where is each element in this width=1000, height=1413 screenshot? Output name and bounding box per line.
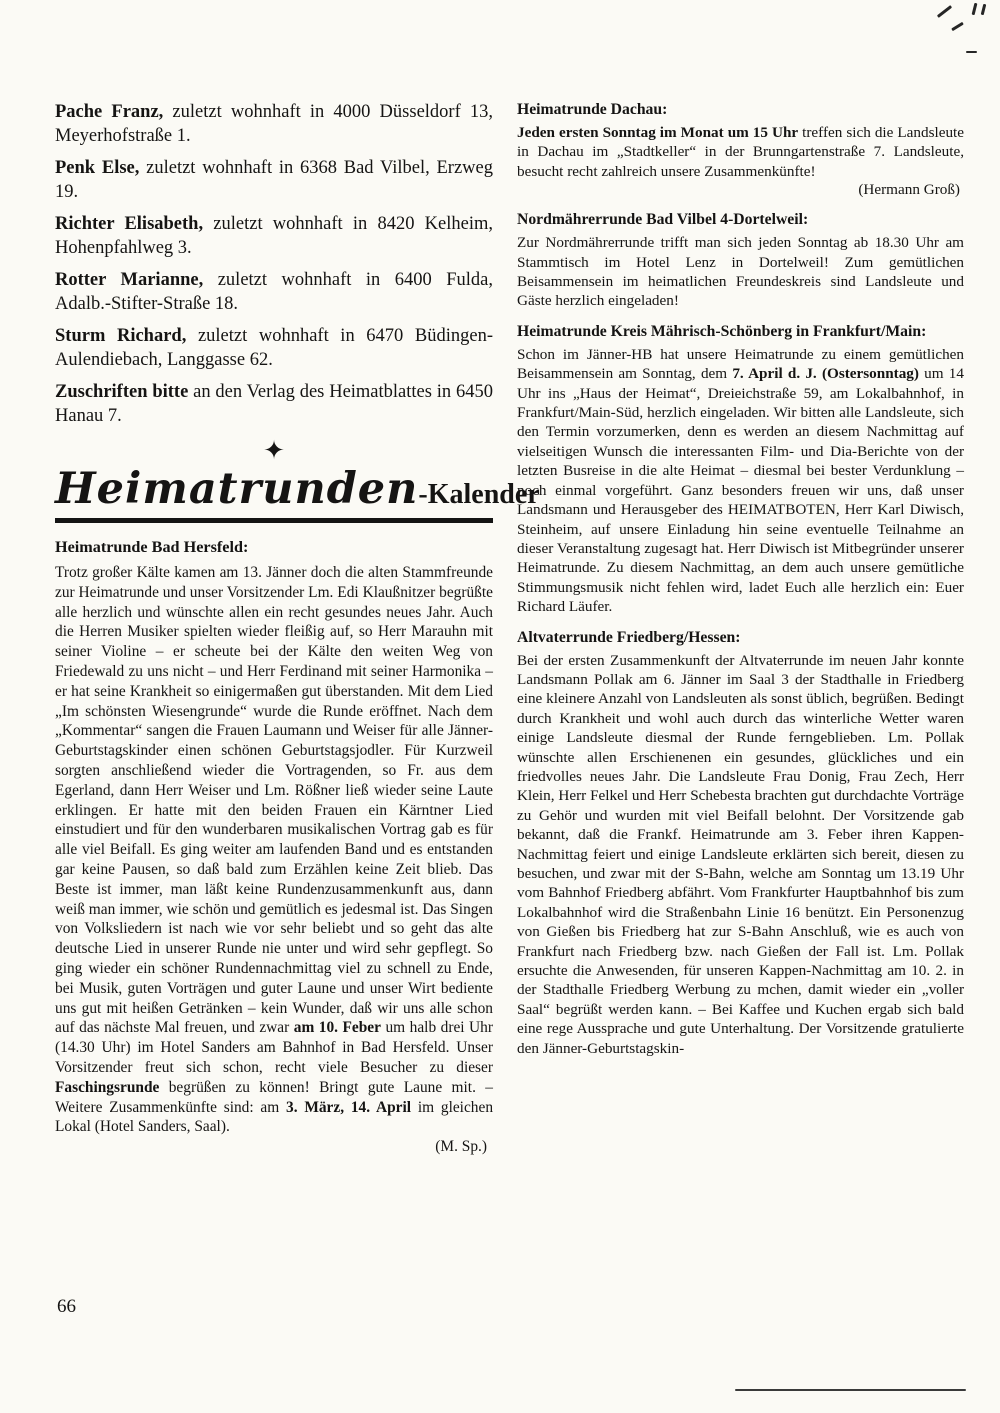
scan-artifact [937, 5, 952, 18]
address-text: zuletzt wohnhaft in 6368 Bad Vilbel, Erzweg 19. [55, 158, 494, 202]
address-entry [55, 156, 493, 204]
person-name: Pache Franz, [55, 102, 164, 122]
bottom-rule [735, 1389, 966, 1391]
left-column [55, 100, 540, 1156]
section-title-bold: -Kalender [418, 479, 540, 510]
bad-hersfeld-signature: (M. Sp.) [435, 1138, 487, 1156]
heading-altvaterrunde: Altvaterrunde Friedberg/Hessen: [517, 628, 741, 646]
bad-hersfeld-paragraph: Trotz großer Kälte kamen am 13. Jänner doch die alten Stammfreunde zur Heimatrunde und unser Vorsitzender Lm. Edi Klaußnitzer begrüßte alle herzlich und wünschte allen ein recht gesundes neues Jahr. Auch die Herren Musiker spielten wieder fleißig auf, so Herr Marauhn mit seiner Violine – er scheute bei der Kälte den weiten Weg von Friedewald zu uns nicht – und Herr Ferdinand mit seiner Harmonika – er hat seine Krankheit so einigermaßen gut überstanden. Mit dem Lied „Im schönsten Wiesengrunde“ wurde die Runde eröffnet. Nach dem „Kommentar“ sangen die Frauen Laumann und Weiser für alle Jänner-Geburtstagskinder einen schönen Geburtstagsjodler. Für Kurzweil sorgten anschließend wieder die Vortragenden, so Fr. aus dem Egerland, dann Herr Weiser und Lm. Rößner ließ wieder seine Laute erklingen. Er hatte mit den beiden Frauen ein Kärntner Lied einstudiert und für den wunderbaren musikalischen Vortrag gab es für alle viel Beifall. Es ging weiter am laufenden Band und es entstanden gar keine Pausen, so daß bald zum Erzählen keine Zeit blieb. Das Beste ist immer, man läßt keine Rundenzusammenkunft aus, dann weiß man immer, wie schön und gemütlich es jedesmal ist. Das Singen von Volksliedern ist nach wie vor sehr beliebt und so geht das alte deutsche Lied in unserer Runde nie unter und wird sehr gepflegt. So ging wieder ein schöner Rundennachmittag viel zu schnell zu Ende, bei Musik, guten Vorträgen und guter Laune und unser Wirt bediente uns gut mit heißen Getränken – kein Wunder, daß wir uns alle schon auf das nächste Mal freuen, und zwar am 10. Feber um halb drei Uhr (14.30 Uhr) im Hotel Sanders am Bahnhof in Bad Hersfeld. Unser Vorsitzender freut sich schon, recht viele Besucher zu dieser Faschingsrunde begrüßen zu können! Bringt gute Laune mit. – Weitere Zusammenkünfte sind: am 3. März, 14. April im gleichen Lokal (Hotel Sanders, Saal). [55, 564, 494, 1136]
section-title-script: Heimatrunden [55, 464, 419, 514]
address-entry [55, 268, 493, 316]
person-name: Penk Else, [55, 158, 140, 178]
dachau-signature: (Hermann Groß) [858, 181, 960, 199]
person-name: Zuschriften bitte [55, 382, 189, 402]
section-dachau [517, 100, 964, 199]
address-entry [55, 380, 493, 428]
address-text: zuletzt wohnhaft in 6470 Büdingen-Aulendiebach, Langgasse 62. [55, 326, 493, 370]
altvaterrunde-paragraph: Bei der ersten Zusammenkunft der Altvaterrunde im neuen Jahr konnte Landsmann Pollak am 6. Jänner im Saal 3 der Stadthalle in Friedberg eine kleinere Anzahl von Landsleuten als sonst üblich, begrüßen. Bedingt durch Krankheit und wohl auch durch das winterliche Wetter waren einige Landsleute diesmal der Runde ferngeblieben. Lm. Pollak wünschte allen Erschienenen ein gesundes, glückliches und ein friedvolles neues Jahr. Die Landsleute Frau Donig, Frau Zech, Herr Klein, Herr Felkel und Herr Schebesta brachten gut durchdachte Vorträge zu Gehör und wurden mit viel Beifall belohnt. Der Vorsitzende gab bekannt, daß die Frankf. Heimatrunde am 3. Feber ihren Kappen-Nachmittag feiert und einige Landsleute erklärten sich bereit, diesen zu besuchen, und zwar mit der S-Bahn, welche am Sonntag um 13.19 Uhr vom Bahnhof Friedberg abfährt. Vom Frankfurter Hauptbahnhof bis zum Lokalbahnhof wird die Straßenbahn Linie 16 benützt. Ein Personenzug von Gießen bis Friedberg hat zur S-Bahn Anschluß, wie es auch von Frankfurt nach Friedberg bzw. nach Gießen der Fall ist. Lm. Pollak ersuchte die Anwesenden, für unseren Kappen-Nachmittag am 10. 2. in der Stadthalle Friedberg Werbung zu mchen, damit wieder ein „voller Saal“ begrüßt werden kann. – Bei Kaffee und Kuchen ergab sich bald eine rege Aussprache und gute Unterhaltung. Der Vorsitzende gratulierte den Jänner-Geburtstagskin- [517, 651, 964, 1057]
heading-dachau: Heimatrunde Dachau: [517, 101, 668, 118]
page-number: 66 [57, 1296, 76, 1317]
dachau-paragraph: Jeden ersten Sonntag im Monat um 15 Uhr treffen sich die Landsleute in Dachau im „Stadtkeller“ in der Brunngartenstraße 7. Landsleute, besucht recht zahlreich unsere Zusammenkünfte! [517, 124, 965, 180]
address-entry [55, 324, 493, 372]
address-entry [55, 212, 493, 260]
section-maehrisch-schoenberg [517, 322, 964, 617]
scan-artifact [966, 51, 977, 53]
person-name: Rotter Marianne, [55, 270, 204, 290]
heading-bad-hersfeld: Heimatrunde Bad Hersfeld: [55, 538, 249, 556]
nordmaehrerrunde-paragraph: Zur Nordmährerrunde trifft man sich jeden Sonntag ab 18.30 Uhr am Stammtisch im Hotel Lenz in Dortelweil! Zum gemütlichen Beisammensein im heimatlichen Freundeskreis sind Landsleute und Gäste herzlich eingeladen! [517, 234, 964, 310]
section-altvaterrunde [517, 628, 964, 1059]
star-ornament-icon: ✦ [263, 436, 285, 465]
scan-artifact [972, 3, 978, 15]
address-text: an den Verlag des Heimatblattes in 6450 Hanau 7. [55, 382, 493, 426]
maehrisch-schoenberg-paragraph: Schon im Jänner-HB hat unsere Heimatrunde zu einem gemütlichen Beisammensein am Sonntag, dem 7. April d. J. (Ostersonntag) um 14 Uhr ins „Haus der Heimat“, Dreieichstraße 59, am Lokalbahnhof, in Frankfurt/Main-Süd, herzlich eingeladen. Wir bitten alle Landsleute, sich den Termin vorzumerken, denn es werden an diesem Nachmittag auf vielseitigen Wunsch die interessanten Film- und Dia-Berichte von der letzten Busreise in die alte Heimat – diesmal bei bester Verdunklung – noch einmal vorgeführt. Ganz besonders freuen wir uns, daß unser Landsmann und Herausgeber des HEIMATBOTEN, Herr Karl Diwisch, Steinheim, auf unsere Einladung hin seine eventuelle Teilnahme an dieser Veranstaltung zugesagt hat. Herr Diwisch ist Mitbegründer unserer Heimatrunde. Zu diesem Nachmittag, an dem auch unsere gemütliche Stimmungsmusik nicht fehlen wird, ladet Euch alle herzlich ein: Euer Richard Läufer. [517, 345, 964, 616]
address-text: zuletzt wohnhaft in 6400 Fulda, Adalb.-Stifter-Straße 18. [55, 270, 493, 314]
person-name: Sturm Richard, [55, 326, 187, 346]
section-title-heimatrunden-kalender [55, 464, 540, 523]
address-text: zuletzt wohnhaft in 4000 Düsseldorf 13, Meyerhofstraße 1. [55, 102, 493, 146]
person-name: Richter Elisabeth, [55, 214, 204, 234]
scan-artifact [951, 22, 964, 31]
heading-maehrisch-schoenberg: Heimatrunde Kreis Mährisch-Schönberg in Frankfurt/Main: [517, 322, 927, 340]
right-column [517, 100, 964, 1058]
address-entry [55, 100, 493, 148]
scan-artifact [981, 4, 987, 15]
section-nordmaehrerrunde [517, 210, 964, 311]
address-text: zuletzt wohnhaft in 8420 Kelheim, Hohenpfahlweg 3. [55, 214, 493, 258]
heading-nordmaehrerrunde: Nordmährerrunde Bad Vilbel 4-Dortelweil: [517, 211, 809, 229]
